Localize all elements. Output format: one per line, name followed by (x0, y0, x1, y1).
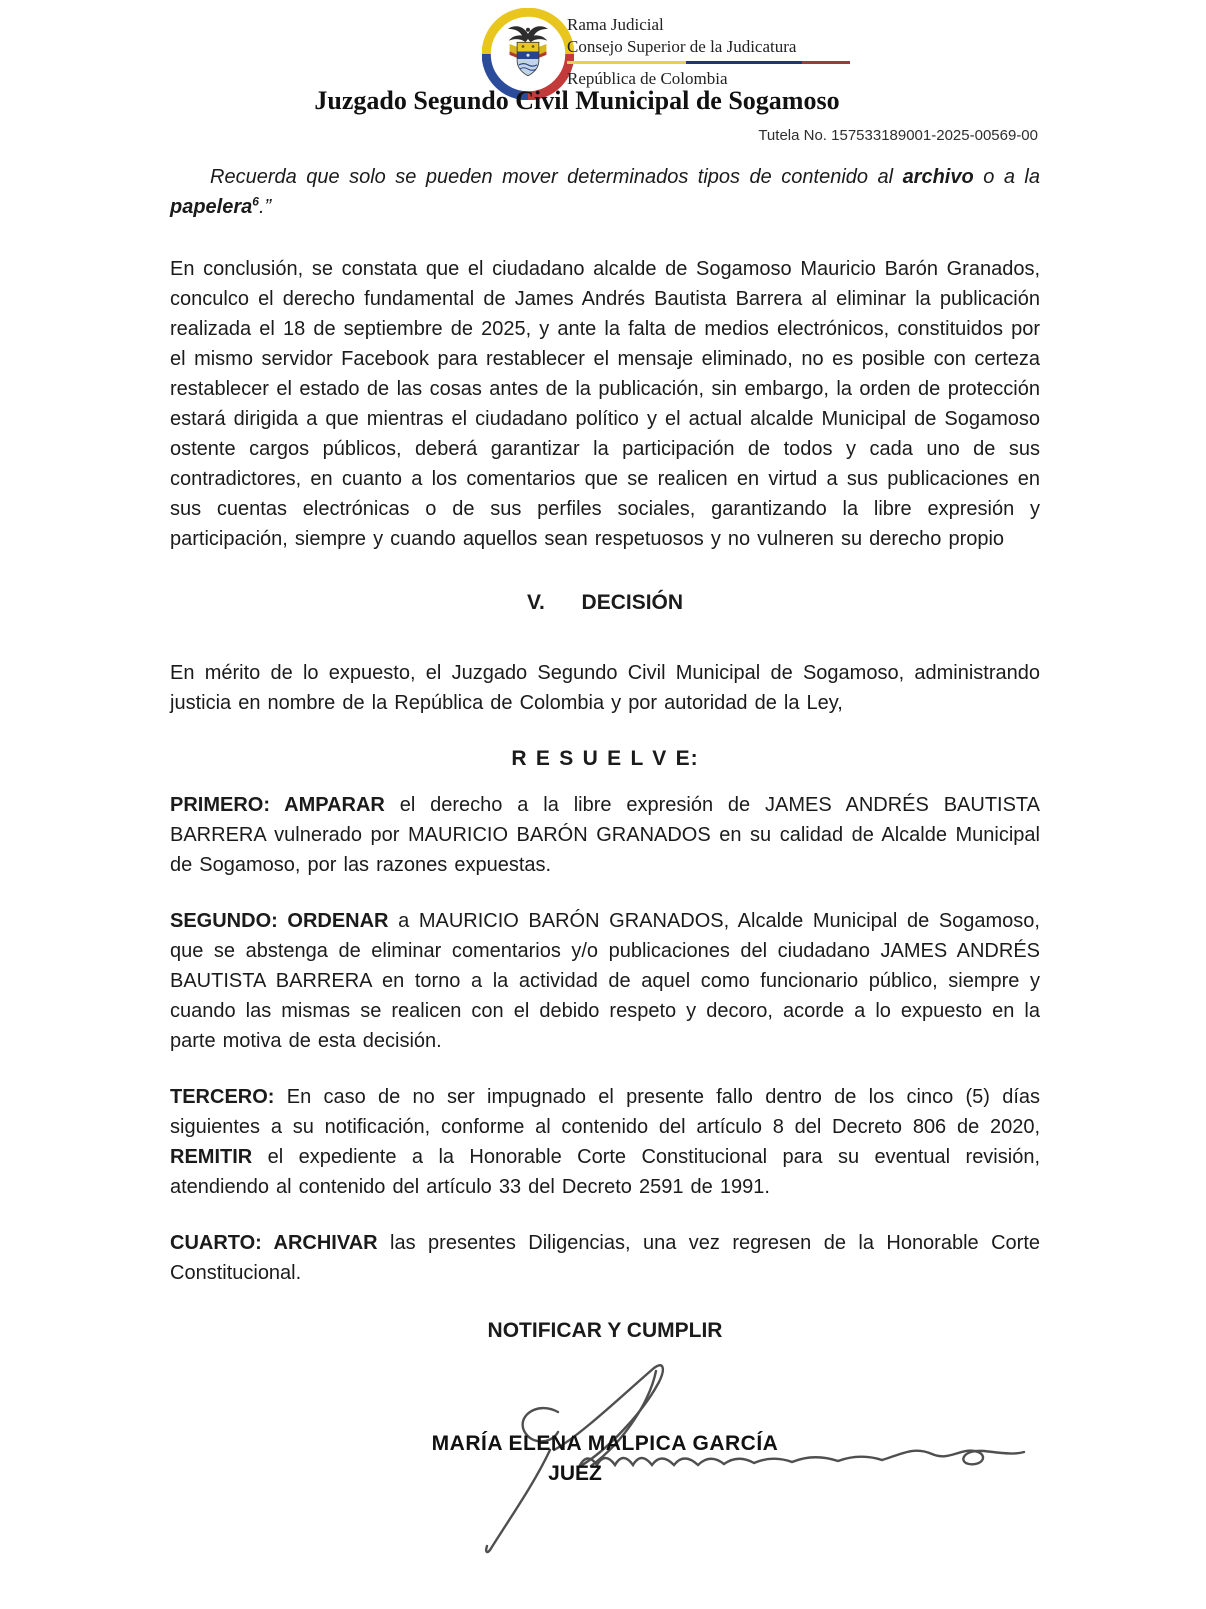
court-title: Juzgado Segundo Civil Municipal de Sogamoso (314, 86, 840, 115)
merit-paragraph (170, 658, 1040, 718)
case-reference-number: Tutela No. 157533189001-2025-00569-00 (758, 127, 1038, 144)
order-cuarto-paragraph (170, 1228, 1040, 1288)
text-run: a MAURICIO BARÓN GRANADOS, Alcalde Municipal de Sogamoso, que se abstenga de eliminar comentarios y/o publicaciones del ciudadano JAMES ANDRÉS BAUTISTA BARRERA en torno a la actividad de aquel como funcionario público, siempre y cuando las mismas se realicen con el debido respeto y decoro, acorde a lo expuesto en la parte motiva de esta decisión. (170, 910, 1040, 1052)
text-run: En mérito de lo expuesto, el Juzgado Segundo Civil Municipal de Sogamoso, administrando justicia en nombre de la República de Colombia y por autoridad de la Ley, (170, 662, 1040, 714)
text-run: el derecho a la libre expresión de JAMES ANDRÉS BAUTISTA BARRERA vulnerado por MAURICIO BARÓN GRANADOS en su calidad de Alcalde Municipal de Sogamoso, por las razones expuestas. (170, 794, 1041, 876)
conclusion-paragraph (170, 254, 1040, 554)
closing-block (0, 1316, 1206, 1546)
text-run: o a la (973, 166, 1040, 188)
signature-area (170, 1346, 1040, 1546)
org-line-rama-judicial: Rama Judicial (567, 15, 664, 34)
text-run: SEGUNDO: ORDENAR (170, 910, 389, 932)
org-block (567, 14, 850, 90)
text-run: archivo (902, 166, 974, 188)
judge-role: JUEZ (548, 1462, 602, 1485)
coat-of-arms-condor-icon (508, 26, 548, 42)
quoted-citation-paragraph (170, 162, 1040, 222)
org-line-consejo: Consejo Superior de la Judicatura (567, 37, 797, 56)
order-primero-paragraph (170, 790, 1040, 880)
closing-order-heading: NOTIFICAR Y CUMPLIR (487, 1319, 723, 1342)
letterhead (0, 0, 1206, 150)
text-run: las presentes Diligencias, una vez regresen de la Honorable Corte Constitucional. (170, 1232, 1040, 1284)
tricolor-divider (567, 61, 850, 64)
text-run: el expediente a la Honorable Corte Constitucional para su eventual revisión, atendiendo al contenido del artículo 33 del Decreto 2591 de 1991. (170, 1146, 1040, 1198)
section-heading-decision: V. DECISIÓN (526, 591, 684, 614)
text-run: REMITIR (170, 1146, 253, 1168)
section-heading-resuelve: R E S U E L V E: (511, 747, 699, 770)
text-run: En caso de no ser impugnado el presente fallo dentro de los cinco (5) días siguientes a su notificación, conforme al contenido del artículo 8 del Decreto 806 de 2020, (170, 1086, 1040, 1138)
text-run: TERCERO: (170, 1086, 275, 1108)
order-segundo-paragraph (170, 906, 1040, 1056)
order-tercero-paragraph (170, 1082, 1040, 1202)
text-run: Recuerda que solo se pueden mover determinados tipos de contenido al (210, 166, 903, 188)
text-run: PRIMERO: AMPARAR (170, 794, 385, 816)
text-run: .” (258, 196, 272, 218)
judge-name: MARÍA ELENA MALPICA GARCÍA (431, 1432, 779, 1455)
coat-of-arms-shield-icon (517, 42, 539, 75)
text-run: En conclusión, se constata que el ciudadano alcalde de Sogamoso Mauricio Barón Granados, conculco el derecho fundamental de James Andrés Bautista Barrera al eliminar la publicación realizada el 18 de septiembre de 2025, y ante la falta de medios electrónicos, constituidos por el mismo servidor Facebook para restablecer el mensaje eliminado, no es posible con certeza restablecer el estado de las cosas antes de la publicación, sin embargo, la orden de protección estará dirigida a que mientras el ciudadano político y el actual alcalde Municipal de Sogamoso ostente cargos públicos, deberá garantizar la participación de todos y cada uno de sus contradictores, en cuanto a los comentarios que se realicen en virtud a sus publicaciones en sus cuentas electrónicas o de sus perfiles sociales, garantizando la libre expresión y participación, siempre y cuando aquellos sean respetuosos y no vulneren su derecho propio (170, 258, 1040, 550)
document-body (0, 162, 1206, 1288)
text-run: papelera (170, 196, 253, 218)
text-run: 6 (252, 194, 259, 209)
text-run: CUARTO: ARCHIVAR (170, 1232, 378, 1254)
org-line-country: República de Colombia (567, 69, 728, 88)
